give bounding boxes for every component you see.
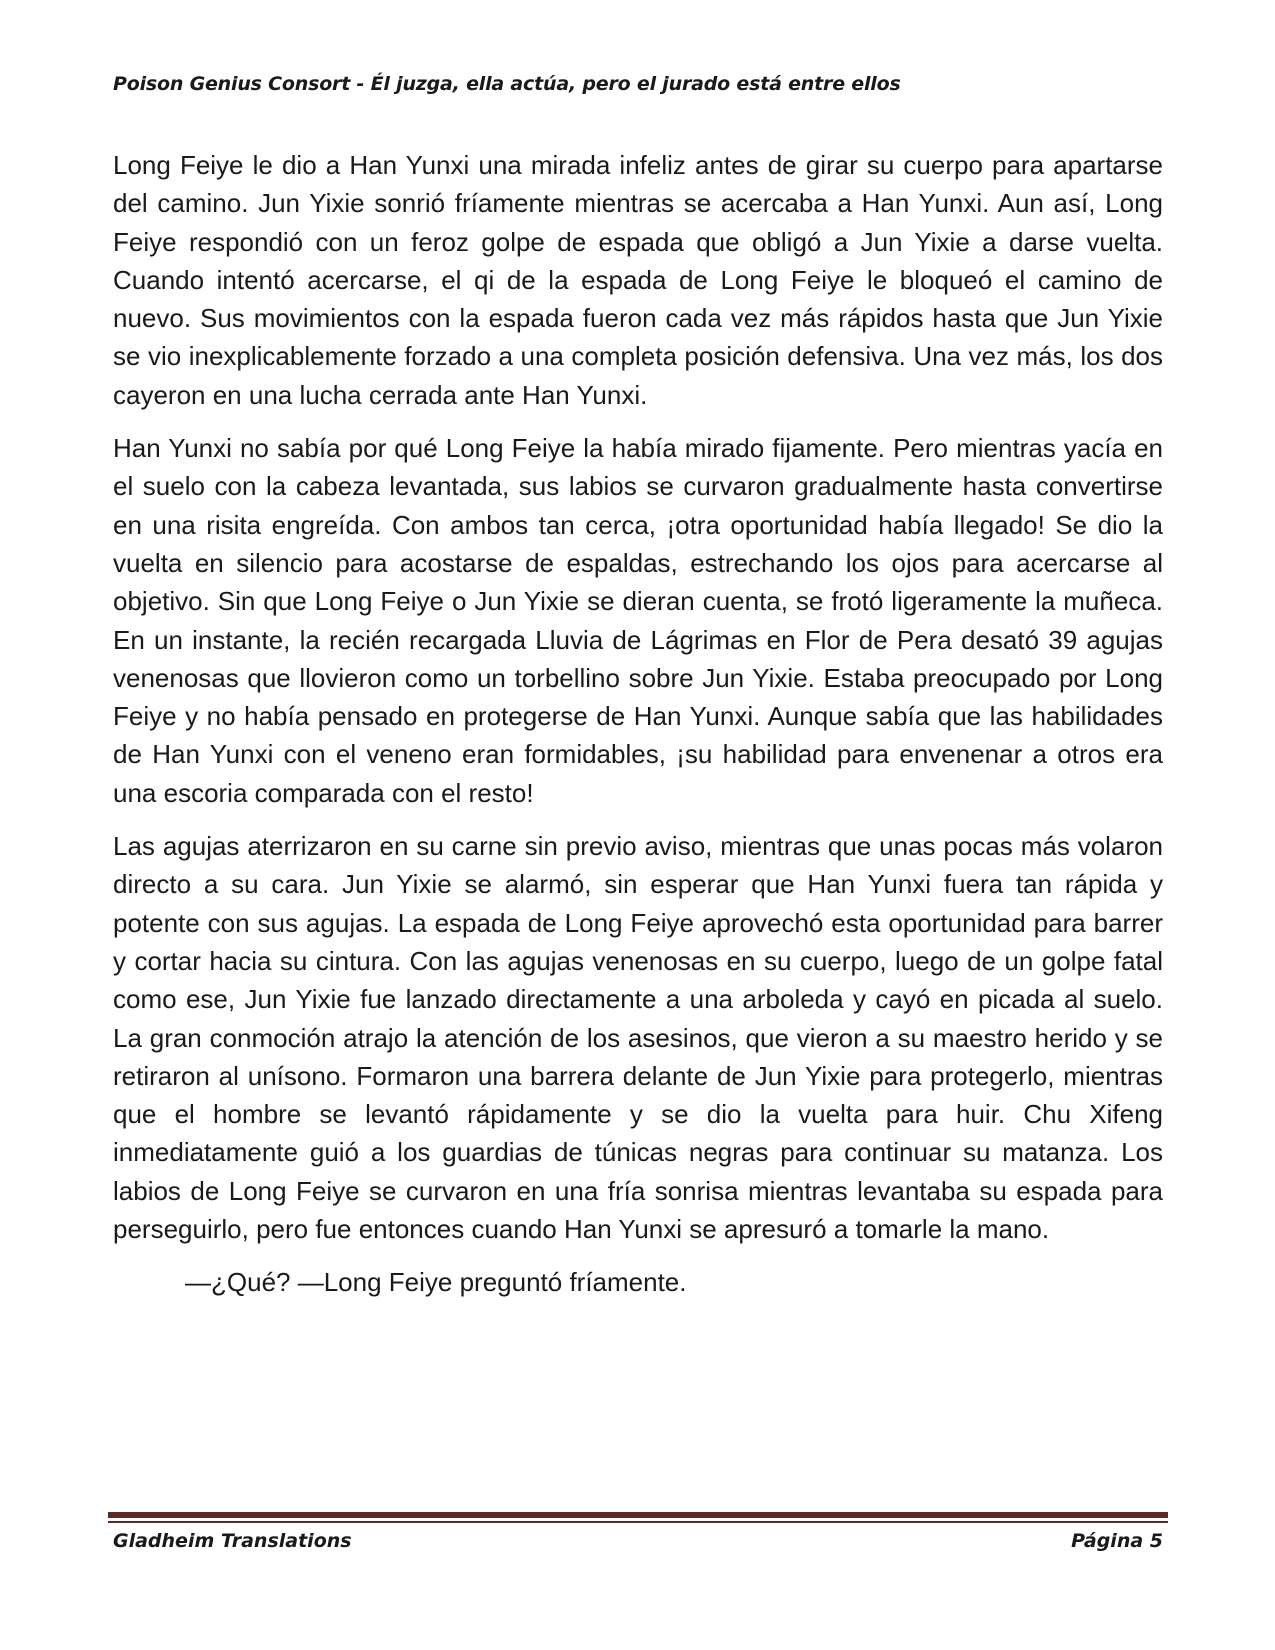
footer-rule-thick	[108, 1512, 1168, 1518]
page-header: Poison Genius Consort - Él juzga, ella actúa, pero el jurado está entre ellos	[113, 73, 901, 95]
footer-publisher: Gladheim Translations	[113, 1530, 352, 1552]
footer-rule-thin	[108, 1521, 1168, 1523]
paragraph-3: Las agujas aterrizaron en su carne sin previo aviso, mientras que unas pocas más volaron directo a su cara. Jun Yixie se alarmó, sin esperar que Han Yunxi fuera tan rápida y potente con sus agujas. La espada de Long Feiye aprovechó esta oportunidad para barrer y cortar hacia su cintura. Con las agujas venenosas en su cuerpo, luego de un golpe fatal como ese, Jun Yixie fue lanzado directamente a una arboleda y cayó en picada al suelo. La gran conmoción atrajo la atención de los asesinos, que vieron a su maestro herido y se retiraron al unísono. Formaron una barrera delante de Jun Yixie para protegerlo, mientras que el hombre se levantó rápidamente y se dio la vuelta para huir. Chu Xifeng inmediatamente guió a los guardias de túnicas negras para continuar su matanza. Los labios de Long Feiye se curvaron en una fría sonrisa mientras levantaba su espada para perseguirlo, pero fue entonces cuando Han Yunxi se apresuró a tomarle la mano.	[113, 831, 1163, 1245]
page-footer	[113, 1530, 1163, 1552]
paragraph-1: Long Feiye le dio a Han Yunxi una mirada infeliz antes de girar su cuerpo para apartarse del camino. Jun Yixie sonrió fríamente mientras se acercaba a Han Yunxi. Aun así, Long Feiye respondió con un feroz golpe de espada que obligó a Jun Yixie a darse vuelta. Cuando intentó acercarse, el qi de la espada de Long Feiye le bloqueó el camino de nuevo. Sus movimientos con la espada fueron cada vez más rápidos hasta que Jun Yixie se vio inexplicablemente forzado a una completa posición defensiva. Una vez más, los dos cayeron en una lucha cerrada ante Han Yunxi.	[113, 150, 1163, 410]
footer-page-number: Página 5	[1071, 1530, 1163, 1552]
paragraph-2: Han Yunxi no sabía por qué Long Feiye la había mirado fijamente. Pero mientras yacía en el suelo con la cabeza levantada, sus labios se curvaron gradualmente hasta convertirse en una risita engreída. Con ambos tan cerca, ¡otra oportunidad había llegado! Se dio la vuelta en silencio para acostarse de espaldas, estrechando los ojos para acercarse al objetivo. Sin que Long Feiye o Jun Yixie se dieran cuenta, se frotó ligeramente la muñeca. En un instante, la recién recargada Lluvia de Lágrimas en Flor de Pera desató 39 agujas venenosas que llovieron como un torbellino sobre Jun Yixie. Estaba preocupado por Long Feiye y no había pensado en protegerse de Han Yunxi. Aunque sabía que las habilidades de Han Yunxi con el veneno eran formidables, ¡su habilidad para envenenar a otros era una escoria comparada con el resto!	[113, 433, 1163, 808]
dialogue-line: —¿Qué? —Long Feiye preguntó fríamente.	[185, 1267, 687, 1298]
document-body	[113, 146, 1163, 1317]
